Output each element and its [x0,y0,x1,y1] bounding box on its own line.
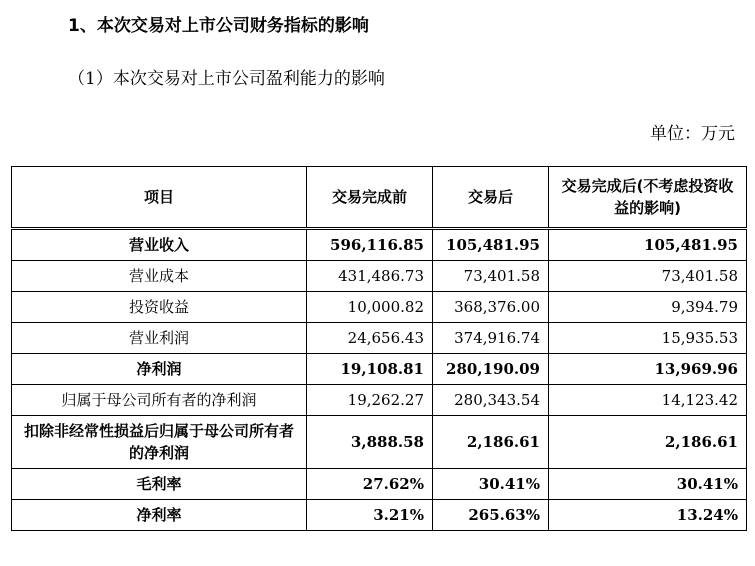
table-row [12,354,747,385]
column-header-before: 交易完成前 [307,167,433,229]
row-label: 净利润 [12,354,307,385]
value-after-excl: 9,394.79 [549,292,747,323]
value-after: 280,343.54 [433,385,549,416]
table-row [12,292,747,323]
table-row [12,469,747,500]
value-after-excl: 30.41% [549,469,747,500]
value-before: 24,656.43 [307,323,433,354]
value-after: 265.63% [433,500,549,531]
table-row [12,416,747,469]
value-after-excl: 15,935.53 [549,323,747,354]
value-before: 596,116.85 [307,229,433,261]
value-before: 19,108.81 [307,354,433,385]
column-header-item: 项目 [12,167,307,229]
unit-label: 单位：万元 [650,124,735,144]
row-label: 毛利率 [12,469,307,500]
row-label: 扣除非经常性损益后归属于母公司所有者的净利润 [12,416,307,469]
row-label: 净利率 [12,500,307,531]
value-before: 19,262.27 [307,385,433,416]
row-label: 营业收入 [12,229,307,261]
row-label: 投资收益 [12,292,307,323]
value-after: 374,916.74 [433,323,549,354]
value-before: 3.21% [307,500,433,531]
value-after: 2,186.61 [433,416,549,469]
value-before: 431,486.73 [307,261,433,292]
value-after-excl: 14,123.42 [549,385,747,416]
value-after-excl: 105,481.95 [549,229,747,261]
row-label: 营业成本 [12,261,307,292]
value-after: 73,401.58 [433,261,549,292]
value-after: 280,190.09 [433,354,549,385]
value-before: 27.62% [307,469,433,500]
table-header-row [12,167,747,229]
value-after-excl: 13.24% [549,500,747,531]
table-row [12,261,747,292]
row-label: 营业利润 [12,323,307,354]
value-after: 105,481.95 [433,229,549,261]
column-header-after: 交易后 [433,167,549,229]
section-heading: 1、本次交易对上市公司财务指标的影响 [68,16,369,36]
value-after-excl: 13,969.96 [549,354,747,385]
table-row [12,229,747,261]
value-after-excl: 2,186.61 [549,416,747,469]
table-row [12,323,747,354]
value-before: 3,888.58 [307,416,433,469]
value-after-excl: 73,401.58 [549,261,747,292]
subsection-heading: （1）本次交易对上市公司盈利能力的影响 [68,69,385,89]
table-row [12,385,747,416]
table-row [12,500,747,531]
value-after: 368,376.00 [433,292,549,323]
financial-indicators-table [11,166,747,531]
value-before: 10,000.82 [307,292,433,323]
column-header-after-excl: 交易完成后(不考虑投资收益的影响) [549,167,747,229]
value-after: 30.41% [433,469,549,500]
row-label: 归属于母公司所有者的净利润 [12,385,307,416]
